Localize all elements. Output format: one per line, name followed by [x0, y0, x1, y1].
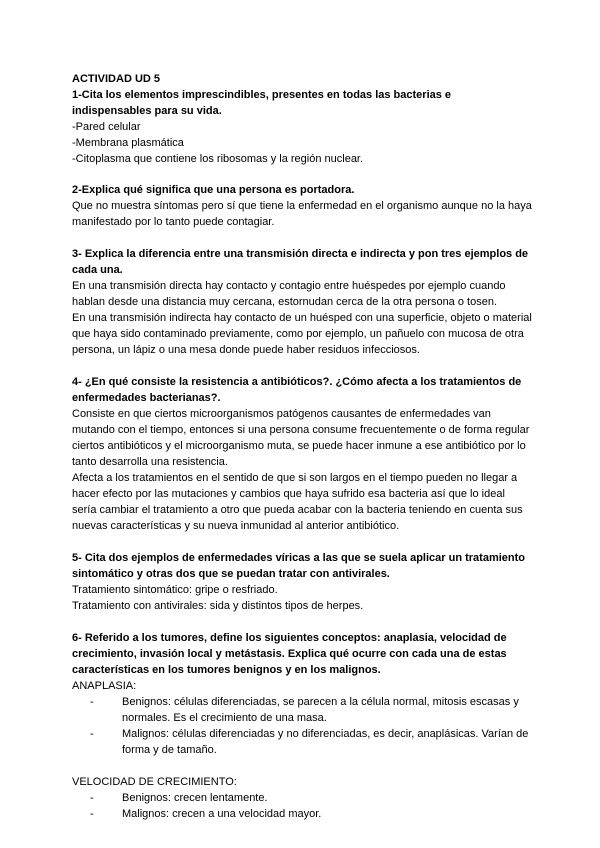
answer-4-paragraph-1: Consiste en que ciertos microorganismos patógenos causantes de enfermedades van mutando con el tiempo, entonces si una persona consume frecuentemente o de forma regular ciertos antibióticos y el microorganismo muta, se puede hacer inmune a ese antibiótico por lo tanto desarrolla una resistencia. [72, 408, 530, 468]
list-item [72, 790, 532, 806]
section-3 [72, 246, 532, 358]
list-item-text: Benignos: crecen lentamente. [122, 792, 268, 804]
question-4: 4- ¿En qué consiste la resistencia a antibióticos?. ¿Cómo afecta a los tratamientos de enfermedades bacterianas?. [72, 376, 522, 404]
answer-1-line-2: -Membrana plasmática [72, 137, 184, 149]
question-1: 1-Cita los elementos imprescindibles, presentes en todas las bacterias e indispensables para su vida. [72, 89, 452, 117]
document-body [72, 71, 532, 838]
dash-bullet: - [90, 792, 94, 804]
dash-bullet: - [90, 696, 94, 708]
answer-3-paragraph-1: En una transmisión directa hay contacto y contagio entre huéspedes por ejemplo cuando hablan desde una distancia muy cercana, estornudan cerca de la otra persona o tosen. [72, 280, 506, 308]
answer-1-line-1: -Pared celular [72, 121, 141, 133]
question-5: 5- Cita dos ejemplos de enfermedades víricas a las que se suela aplicar un tratamiento sintomático y otras dos que se puedan tratar con antivirales. [72, 552, 526, 580]
answer-3-paragraph-2: En una transmisión indirecta hay contacto de un huésped con una superficie, objeto o material que haya sido contaminado previamente, como por ejemplo, un pañuelo con mucosa de otra persona, un lápiz o una mesa donde puede haber residuos infecciosos. [72, 312, 532, 356]
list-item [72, 694, 532, 726]
answer-4-paragraph-2: Afecta a los tratamientos en el sentido de que si son largos en el tiempo pueden no llegar a hacer efecto por las mutaciones y cambios que haya sufrido esa bacteria así que lo ideal sería cambiar el tratamiento a otro que pueda acabar con la bacteria teniendo en cuenta sus nuevas características y su nueva inmunidad al anterior antibiótico. [72, 472, 523, 532]
list-item-text: Malignos: células diferenciadas y no diferenciadas, es decir, anaplásicas. Varían de forma y de tamaño. [122, 728, 529, 756]
dash-bullet: - [90, 728, 94, 740]
velocidad-list [72, 790, 532, 822]
section-2 [72, 182, 532, 230]
dash-bullet: - [90, 808, 94, 820]
question-3: 3- Explica la diferencia entre una transmisión directa e indirecta y pon tres ejemplos de cada una. [72, 248, 529, 276]
spacer [72, 758, 532, 774]
list-item [72, 806, 532, 822]
answer-1-line-3: -Citoplasma que contiene los ribosomas y la región nuclear. [72, 153, 364, 165]
list-item [72, 726, 532, 758]
section-6 [72, 630, 532, 822]
anaplasia-heading: ANAPLASIA: [72, 680, 137, 692]
answer-5-line-2: Tratamiento con antivirales: sida y distintos tipos de herpes. [72, 600, 364, 612]
section-5 [72, 550, 532, 614]
anaplasia-list [72, 694, 532, 758]
document-title: ACTIVIDAD UD 5 [72, 73, 161, 85]
question-2: 2-Explica qué significa que una persona es portadora. [72, 184, 355, 196]
section-4 [72, 374, 532, 534]
list-item-text: Malignos: crecen a una velocidad mayor. [122, 808, 322, 820]
question-6: 6- Referido a los tumores, define los siguientes conceptos: anaplasia, velocidad de crecimiento, invasión local y metástasis. Explica qué ocurre con cada una de estas características en los tumores benignos y en los malignos. [72, 632, 507, 676]
answer-2-paragraph-1: Que no muestra síntomas pero sí que tiene la enfermedad en el organismo aunque no la haya manifestado por lo tanto puede contagiar. [72, 200, 532, 228]
answer-5-line-1: Tratamiento sintomático: gripe o resfriado. [72, 584, 278, 596]
velocidad-heading: VELOCIDAD DE CRECIMIENTO: [72, 776, 237, 788]
list-item-text: Benignos: células diferenciadas, se parecen a la célula normal, mitosis escasas y normales. Es el crecimiento de una masa. [122, 696, 519, 724]
section-1 [72, 87, 532, 167]
